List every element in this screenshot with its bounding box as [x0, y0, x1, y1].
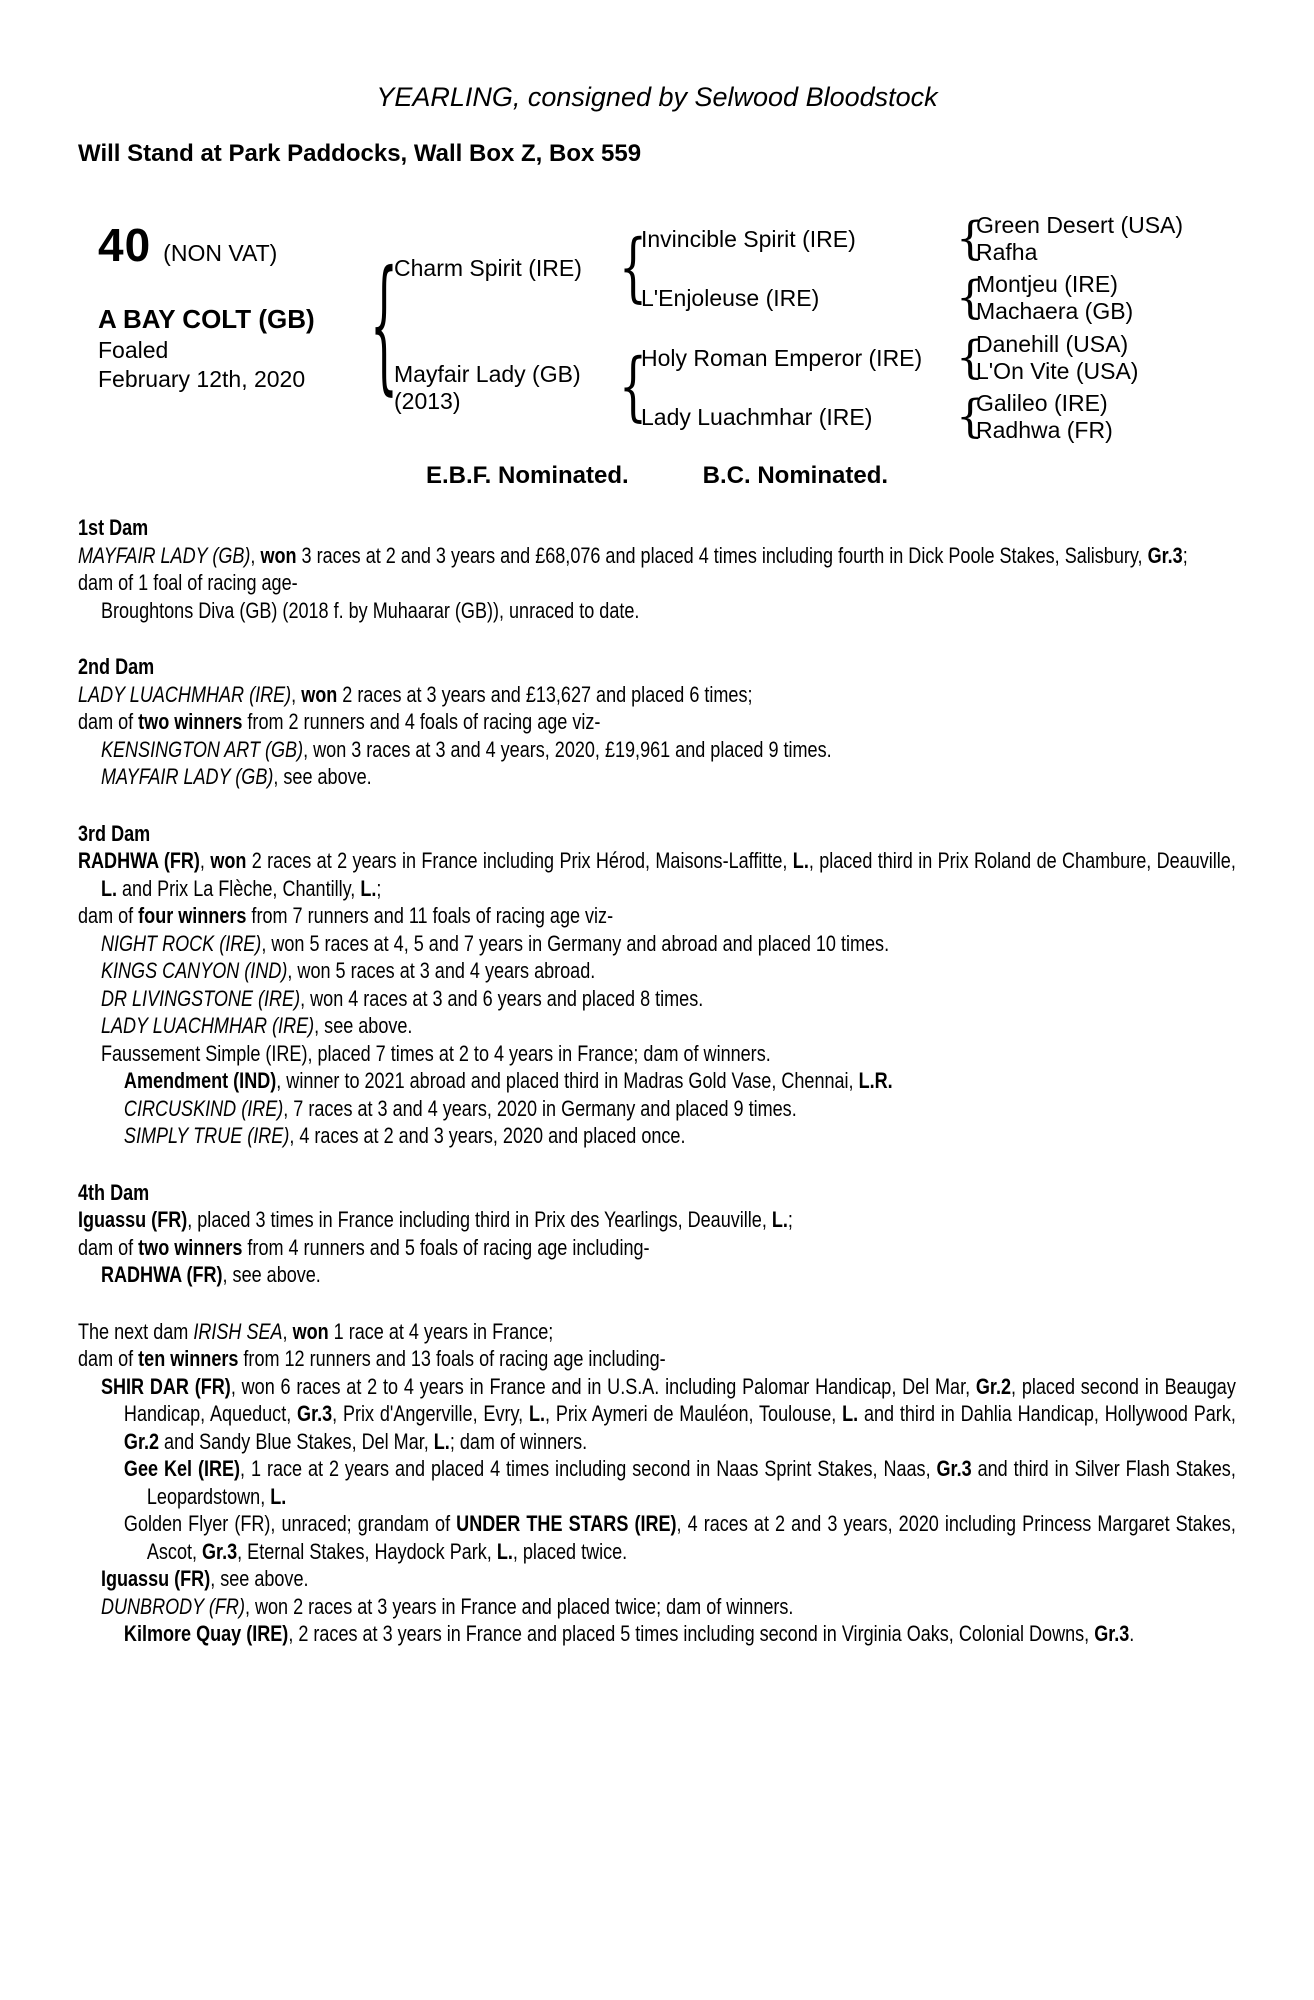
- pedigree-paragraph: [78, 930, 1236, 958]
- brace-icon: {: [619, 224, 647, 311]
- paragraph-segment: Gr.3: [297, 1401, 333, 1426]
- pedigree-paragraph: [78, 1261, 1236, 1289]
- pedigree-paragraph: [78, 902, 1236, 930]
- paragraph-segment: .: [1129, 1621, 1135, 1646]
- paragraph-segment: and Sandy Blue Stakes, Del Mar,: [159, 1428, 434, 1454]
- paragraph-segment: 3 races at 2 and 3 years and £68,076 and placed 4 times including fourth in Dick Poole Stakes, Salisbury,: [296, 542, 1148, 568]
- paragraph-segment: L.: [771, 1207, 788, 1232]
- lot-number: 40: [98, 219, 152, 271]
- sire-dam-parents: [976, 271, 1133, 325]
- paragraph-segment: , see above.: [314, 1013, 413, 1038]
- sire-sire-dam-name: Rafha: [976, 239, 1038, 265]
- brace-icon: {: [956, 390, 984, 443]
- paragraph-segment: L.R.: [858, 1068, 893, 1093]
- paragraph-segment: ;: [787, 1207, 793, 1232]
- paragraph-segment: , see above.: [222, 1262, 321, 1287]
- paragraph-segment: from 4 runners and 5 foals of racing age including-: [242, 1234, 650, 1260]
- paragraph-segment: from 7 runners and 11 foals of racing age viz-: [246, 903, 614, 928]
- paragraph-segment: won: [260, 542, 297, 568]
- dam-grandparents: [641, 331, 1138, 444]
- stand-location-line: Will Stand at Park Paddocks, Wall Box Z, Box 559: [78, 140, 642, 167]
- pedigree-paragraph: [78, 1318, 1236, 1346]
- paragraph-segment: L.: [529, 1401, 546, 1426]
- pedigree-paragraph: [78, 1067, 1236, 1095]
- paragraph-segment: , 4 races at 2 and 3 years, 2020 including Princess Margaret Stakes, Ascot,: [146, 1511, 1236, 1564]
- pedigree-paragraph: [78, 1206, 1236, 1234]
- paragraph-segment: four winners: [138, 903, 247, 928]
- dam-sire-sire-name: Danehill (USA): [976, 331, 1129, 357]
- pedigree-paragraph: [78, 763, 1236, 791]
- paragraph-segment: won: [292, 1318, 329, 1344]
- pedigree-paragraph: [78, 1455, 1236, 1510]
- lot-info: [78, 212, 370, 393]
- sire-name: Charm Spirit (IRE): [394, 255, 582, 281]
- pedigree-paragraph: [78, 1122, 1236, 1150]
- paragraph-segment: ; dam of winners.: [449, 1428, 588, 1454]
- paragraph-segment: , 1 race at 2 years and placed 4 times including second in Naas Sprint Stakes, Naas,: [240, 1456, 937, 1481]
- paragraph-segment: Gr.2: [975, 1373, 1012, 1399]
- paragraph-segment: UNDER THE STARS (IRE): [456, 1511, 677, 1536]
- paragraph-segment: two winners: [138, 709, 243, 734]
- horse-description: A BAY COLT (GB): [98, 304, 315, 334]
- paragraph-segment: DR LIVINGSTONE (IRE): [100, 985, 301, 1011]
- pedigree-paragraph: [78, 1040, 1236, 1068]
- paragraph-segment: , placed twice.: [512, 1538, 628, 1564]
- dam-section: [78, 1318, 1236, 1648]
- pedigree-paragraph: [78, 1593, 1236, 1621]
- paragraph-segment: dam of: [78, 1346, 139, 1371]
- paragraph-segment: L.: [360, 875, 377, 901]
- paragraph-segment: , Prix Aymeri de Mauléon, Toulouse,: [545, 1401, 843, 1426]
- pedigree-table: [78, 212, 1236, 448]
- paragraph-segment: ;: [1182, 542, 1188, 568]
- sire-dam-dam-name: Machaera (GB): [976, 298, 1134, 324]
- paragraph-segment: L.: [496, 1538, 513, 1564]
- paragraph-segment: Gr.3: [1147, 542, 1183, 568]
- paragraph-segment: , placed second in Beaugay Handicap, Aqueduct,: [123, 1373, 1236, 1426]
- pedigree-paragraph: [78, 847, 1236, 902]
- paragraph-segment: , Eternal Stakes, Haydock Park,: [237, 1538, 497, 1564]
- paragraph-segment: LADY LUACHMHAR (IRE): [78, 681, 292, 707]
- paragraph-segment: and third in Silver Flash Stakes, Leopardstown,: [146, 1456, 1236, 1509]
- foaled-date: February 12th, 2020: [98, 366, 306, 392]
- paragraph-segment: , won 4 races at 3 and 6 years and placed 8 times.: [300, 985, 704, 1011]
- paragraph-segment: IRISH SEA: [193, 1318, 283, 1344]
- paragraph-segment: SIMPLY TRUE (IRE): [123, 1123, 290, 1148]
- ebf-nominated: E.B.F. Nominated.: [425, 462, 629, 489]
- sire-dam-group: [641, 271, 1183, 325]
- dam-section: [78, 1179, 1236, 1289]
- paragraph-segment: , won 3 races at 3 and 4 years, 2020, £19,961 and placed 9 times.: [303, 736, 832, 762]
- paragraph-segment: , placed 3 times in France including third in Prix des Yearlings, Deauville,: [187, 1207, 772, 1232]
- paragraph-segment: L.: [792, 848, 809, 873]
- paragraph-segment: MAYFAIR LADY (GB): [78, 542, 251, 568]
- paragraph-segment: SHIR DAR (FR): [100, 1373, 231, 1399]
- pedigree-paragraph: [78, 1565, 1236, 1593]
- dam-dam-name: Lady Luachmhar (IRE): [641, 403, 873, 430]
- paragraph-segment: Faussement Simple (IRE), placed 7 times at 2 to 4 years in France; dam of winners.: [100, 1040, 771, 1066]
- dam-section: [78, 820, 1236, 1150]
- paragraph-segment: CIRCUSKIND (IRE): [123, 1095, 284, 1121]
- brace-icon: {: [956, 331, 984, 384]
- brace-icon: {: [370, 242, 398, 411]
- pedigree-paragraph: [78, 985, 1236, 1013]
- paragraph-segment: L.: [270, 1483, 287, 1509]
- pedigree-paragraph: [78, 1012, 1236, 1040]
- brace-icon: {: [619, 343, 647, 430]
- paragraph-segment: , 4 races at 2 and 3 years, 2020 and placed once.: [289, 1123, 686, 1148]
- dam-dam-sire-name: Galileo (IRE): [976, 390, 1108, 416]
- paragraph-segment: 1 race at 4 years in France;: [328, 1318, 554, 1344]
- sire-grandparents: [641, 212, 1183, 325]
- paragraph-segment: Gr.3: [202, 1538, 238, 1564]
- paragraph-segment: , 2 races at 3 years in France and placed 5 times including second in Virginia Oaks, Colonial Downs,: [288, 1621, 1095, 1646]
- dam-section: [78, 653, 1236, 791]
- pedigree-paragraph: [78, 542, 1236, 570]
- dam-sire-name: Holy Roman Emperor (IRE): [641, 344, 923, 371]
- paragraph-segment: RADHWA (FR): [100, 1262, 223, 1287]
- paragraph-segment: LADY LUACHMHAR (IRE): [100, 1013, 315, 1038]
- foaled-label: Foaled: [98, 337, 169, 363]
- paragraph-segment: The next dam: [78, 1318, 194, 1344]
- pedigree-paragraph: [78, 957, 1236, 985]
- dam-dam-group: [641, 390, 1138, 444]
- paragraph-segment: KENSINGTON ART (GB): [100, 736, 304, 762]
- paragraph-segment: MAYFAIR LADY (GB): [100, 764, 274, 789]
- paragraph-segment: , see above.: [210, 1566, 309, 1591]
- paragraph-segment: dam of: [78, 709, 139, 734]
- pedigree-paragraph: [78, 681, 1236, 709]
- paragraph-segment: Iguassu (FR): [78, 1207, 188, 1232]
- vat-status: (NON VAT): [163, 240, 278, 266]
- paragraph-segment: Kilmore Quay (IRE): [123, 1621, 289, 1646]
- dam-dam-parents: [976, 390, 1113, 444]
- paragraph-segment: ,: [282, 1318, 293, 1344]
- paragraph-segment: ten winners: [138, 1346, 239, 1371]
- dam-section: [78, 514, 1236, 624]
- paragraph-segment: 2 races at 3 years and £13,627 and placed 6 times;: [337, 681, 753, 707]
- lot-line: [78, 218, 370, 272]
- dam-name: [394, 361, 619, 415]
- dam-group: [394, 331, 1183, 444]
- paragraph-segment: Amendment (IND): [123, 1068, 277, 1093]
- paragraph-segment: Gr.2: [123, 1428, 160, 1454]
- pedigree-paragraph: [78, 1095, 1236, 1123]
- paragraph-segment: Gr.3: [1094, 1621, 1130, 1646]
- pedigree-paragraph: [78, 1373, 1236, 1456]
- dam-dam-dam-name: Radhwa (FR): [976, 417, 1113, 443]
- paragraph-segment: ;: [376, 875, 382, 901]
- dam-sire-dam-name: L'On Vite (USA): [976, 358, 1139, 384]
- dam-sire-parents: [976, 331, 1138, 385]
- pedigree-paragraph: [78, 1345, 1236, 1373]
- paragraph-segment: Gee Kel (IRE): [123, 1456, 241, 1481]
- sire-sire-sire-name: Green Desert (USA): [976, 212, 1184, 238]
- paragraph-segment: won: [301, 681, 338, 707]
- paragraph-segment: and third in Dahlia Handicap, Hollywood Park,: [858, 1401, 1236, 1426]
- pedigree-paragraph: [78, 1510, 1236, 1565]
- paragraph-segment: , won 5 races at 4, 5 and 7 years in Germany and abroad and placed 10 times.: [261, 930, 890, 956]
- pedigree-paragraph: [78, 1234, 1236, 1262]
- dam-year: (2013): [394, 387, 461, 414]
- paragraph-segment: RADHWA (FR): [78, 848, 200, 873]
- nominations-line: [78, 462, 1236, 490]
- paragraph-segment: won: [210, 848, 247, 873]
- paragraph-segment: L.: [100, 875, 118, 901]
- paragraph-segment: ,: [291, 681, 302, 707]
- paragraph-segment: , placed third in Prix Roland de Chambure, Deauville,: [808, 848, 1236, 873]
- dam-sections: [78, 514, 1236, 1648]
- sire-sire-group: [641, 212, 1183, 266]
- paragraph-segment: , won 2 races at 3 years in France and placed twice; dam of winners.: [244, 1593, 794, 1619]
- sire-group: [394, 212, 1183, 325]
- brace-icon: {: [956, 271, 984, 324]
- dam-section-heading: 1st Dam: [78, 515, 149, 540]
- paragraph-segment: , 7 races at 3 and 4 years, 2020 in Germany and placed 9 times.: [283, 1095, 797, 1121]
- dam-section-heading: 3rd Dam: [78, 820, 151, 846]
- paragraph-segment: , Prix d'Angerville, Evry,: [332, 1401, 530, 1426]
- dam-name-line: Mayfair Lady (GB): [394, 360, 581, 387]
- paragraph-segment: ,: [250, 542, 261, 568]
- paragraph-segment: , see above.: [273, 764, 372, 789]
- paragraph-segment: L.: [433, 1428, 450, 1454]
- dam-section-heading: 4th Dam: [78, 1179, 150, 1205]
- paragraph-segment: Golden Flyer (FR), unraced; grandam of: [123, 1511, 457, 1536]
- paragraph-segment: DUNBRODY (FR): [100, 1593, 245, 1619]
- pedigree-paragraph: [78, 1620, 1236, 1648]
- consignment-title: YEARLING, consigned by Selwood Bloodstock: [376, 82, 938, 112]
- sire-dam-sire-name: Montjeu (IRE): [976, 271, 1118, 297]
- paragraph-segment: two winners: [138, 1234, 243, 1260]
- paragraph-segment: dam of: [78, 903, 139, 928]
- sire-dam-name: L'Enjoleuse (IRE): [641, 284, 820, 311]
- paragraph-segment: from 2 runners and 4 foals of racing age viz-: [242, 709, 601, 734]
- dam-sire-group: [641, 331, 1138, 385]
- paragraph-segment: Broughtons Diva (GB) (2018 f. by Muhaarar (GB)), unraced to date.: [100, 597, 640, 623]
- paragraph-segment: from 12 runners and 13 foals of racing age including-: [238, 1346, 666, 1371]
- paragraph-segment: dam of: [78, 1234, 139, 1260]
- parents-column: [394, 212, 1183, 444]
- paragraph-segment: dam of 1 foal of racing age-: [78, 570, 298, 595]
- paragraph-segment: , winner to 2021 abroad and placed third in Madras Gold Vase, Chennai,: [276, 1068, 859, 1093]
- paragraph-segment: , won 5 races at 3 and 4 years abroad.: [287, 958, 596, 983]
- paragraph-segment: and Prix La Flèche, Chantilly,: [117, 875, 361, 901]
- paragraph-segment: 2 races at 2 years in France including Prix Hérod, Maisons-Laffitte,: [246, 848, 793, 873]
- pedigree-paragraph: [78, 597, 1236, 625]
- paragraph-segment: KINGS CANYON (IND): [100, 958, 288, 983]
- dam-section-heading: 2nd Dam: [78, 654, 155, 679]
- brace-icon: {: [956, 212, 984, 265]
- paragraph-segment: ,: [199, 848, 211, 873]
- paragraph-segment: Gr.3: [936, 1456, 972, 1481]
- pedigree-tree: [370, 212, 1183, 444]
- sire-sire-name: Invincible Spirit (IRE): [641, 225, 856, 252]
- paragraph-segment: L.: [842, 1401, 859, 1426]
- sire-sire-parents: [976, 212, 1183, 266]
- paragraph-segment: Iguassu (FR): [100, 1566, 211, 1591]
- pedigree-paragraph: [78, 708, 1236, 736]
- pedigree-paragraph: [78, 736, 1236, 764]
- paragraph-segment: NIGHT ROCK (IRE): [100, 930, 262, 956]
- pedigree-paragraph: [78, 569, 1236, 597]
- paragraph-segment: , won 6 races at 2 to 4 years in France and in U.S.A. including Palomar Handicap, Del Mar,: [230, 1373, 976, 1399]
- bc-nominated: B.C. Nominated.: [702, 462, 889, 489]
